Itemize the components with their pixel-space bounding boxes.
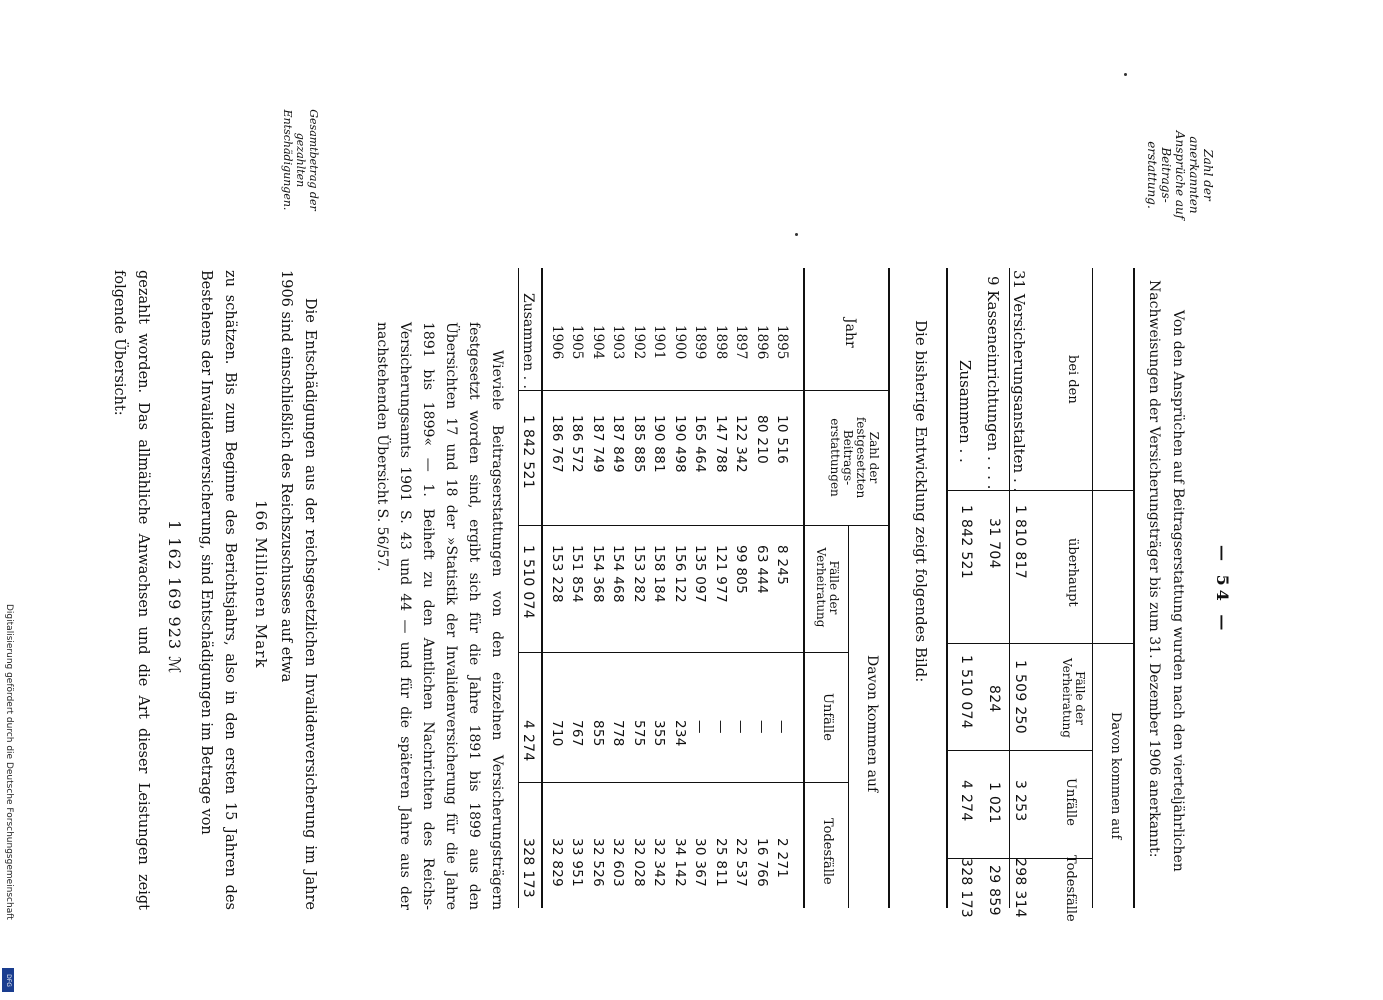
t2-cell-total: 186 767 — [548, 415, 565, 473]
t2-cell-total: 165 464 — [692, 415, 708, 473]
t2-cell-marriage: 63 444 — [753, 545, 770, 595]
t2-cell-deaths: 32 526 — [589, 838, 606, 888]
t1-sum-label: Zusammen . . — [956, 360, 974, 463]
t2-cell-accidents: — — [712, 720, 729, 734]
t2-cell-total: 10 516 — [774, 415, 790, 465]
intro-paragraph: Von den Ansprüchen auf Beitragserstattung wurden nach den vierteljährlichen Nachweisungen der Versicherungsträger bis zum 31. Dezember 1906 anerkannt: — [1146, 280, 1186, 872]
t1-header-accidents: Unfälle — [1063, 778, 1078, 826]
t2-cell-year: 1901 — [651, 325, 667, 360]
amount-total-payments: 1 162 169 923 ℳ — [165, 520, 184, 675]
margin-note-refunds: Zahl der anerkannten Ansprüche auf Beitrags-erstattung. — [1145, 130, 1215, 220]
amount-166-million: 166 Millionen Mark — [252, 500, 270, 669]
page-number: — 54 — — [1213, 545, 1232, 635]
t2-cell-deaths: 32 342 — [651, 838, 667, 888]
t2-cell-marriage: 153 228 — [548, 545, 565, 603]
t2-cell-accidents: 855 — [589, 720, 606, 747]
t2-cell-marriage: 154 468 — [610, 545, 626, 603]
t1-sum-deaths: 328 173 — [958, 858, 974, 918]
t2-cell-accidents: 234 — [671, 720, 688, 747]
paragraph-overview: gezahlt worden. Das allmähliche Anwachsen und die Art dieser Leistungen zeigt folgende Übersicht: — [111, 270, 151, 910]
t2-cell-year: 1904 — [589, 325, 606, 360]
t2-cell-year: 1897 — [733, 325, 749, 360]
t2-cell-marriage: 158 184 — [651, 545, 667, 603]
t2-cell-total: 80 210 — [753, 415, 770, 465]
t2-header-year: Jahr — [842, 318, 858, 348]
t1-row2-accidents: 1 021 — [986, 782, 1002, 824]
t1-row1-label: 31 Versicherungsanstalten . . — [1010, 270, 1028, 493]
t2-cell-deaths: 33 951 — [569, 838, 585, 888]
table-2-caption: Die bisherige Entwicklung zeigt folgendes Bild: — [912, 320, 930, 683]
t2-sum-label: Zusammen . . — [520, 293, 536, 389]
t1-row1-total: 1 810 817 — [1012, 505, 1028, 579]
t2-cell-accidents: 575 — [630, 720, 647, 747]
t2-sum-deaths: 328 173 — [520, 838, 536, 898]
t1-header-bei-den: bei den — [1065, 355, 1080, 404]
t2-cell-accidents: — — [692, 720, 708, 734]
t1-sum-accidents: 4 274 — [958, 780, 974, 822]
t1-row1-deaths: 298 314 — [1012, 858, 1028, 918]
t2-cell-marriage: 156 122 — [671, 545, 688, 603]
t1-header-deaths: Todesfälle — [1063, 855, 1078, 922]
t2-cell-accidents: 767 — [569, 720, 585, 747]
t2-cell-marriage: 151 854 — [569, 545, 585, 603]
t1-header-marriage: Fälle der Verheiratung — [1060, 658, 1087, 738]
t2-cell-total: 187 849 — [610, 415, 626, 473]
t2-cell-year: 1905 — [569, 325, 585, 360]
t2-cell-deaths: 25 811 — [712, 838, 729, 888]
t2-cell-total: 190 881 — [651, 415, 667, 473]
t1-sum-marriage: 1 510 074 — [958, 655, 974, 729]
t2-cell-marriage: 154 368 — [589, 545, 606, 603]
t2-cell-deaths: 30 367 — [692, 838, 708, 888]
t2-cell-marriage: 135 097 — [692, 545, 708, 603]
t2-header-davon: Davon kommen auf — [864, 655, 880, 793]
t1-row2-label: 9 Kasseneinrichtungen . . . . — [984, 276, 1002, 490]
t2-cell-year: 1903 — [610, 325, 626, 360]
t2-cell-total: 187 749 — [589, 415, 606, 473]
t2-cell-year: 1902 — [630, 325, 647, 360]
digitization-credit: Digitalisierung gefördert durch die Deutsche Forschungsgemeinschaft — [4, 604, 14, 920]
t2-cell-marriage: 121 977 — [712, 545, 729, 603]
t1-row2-deaths: 29 859 — [986, 865, 1002, 916]
t2-cell-deaths: 32 829 — [548, 838, 565, 888]
t1-header-total: überhaupt — [1065, 538, 1080, 607]
scan-speck — [1124, 73, 1127, 76]
t2-cell-deaths: 34 142 — [671, 838, 688, 888]
t2-cell-year: 1906 — [548, 325, 565, 360]
t2-sum-marriage: 1 510 074 — [520, 545, 536, 619]
t2-cell-accidents: 355 — [651, 720, 667, 747]
margin-note-payments: Gesamtbetrag der gezahlten Entschädigungen. — [281, 109, 320, 211]
t2-cell-marriage: 99 805 — [733, 545, 749, 595]
t2-cell-accidents: 778 — [610, 720, 626, 747]
t1-row1-accidents: 3 253 — [1012, 780, 1028, 822]
t2-cell-total: 190 498 — [671, 415, 688, 473]
t2-header-accidents: Unfälle — [820, 693, 835, 741]
t2-cell-accidents: 710 — [548, 720, 565, 747]
t2-cell-total: 122 342 — [733, 415, 749, 473]
t2-cell-accidents: — — [733, 720, 749, 734]
t2-header-deaths: Todesfälle — [820, 818, 835, 885]
paragraph-payments-total: zu schätzen. Bis zum Beginne des Berichtsjahrs, also in den ersten 15 Jahren des Bestehens der Invalidenversicherung, sind Entschädigungen im Betrage von — [198, 270, 238, 910]
t2-cell-year: 1896 — [753, 325, 770, 360]
t2-header-total: Zahl der festgesetzten Beitrags-erstattungen — [828, 416, 881, 499]
t2-sum-accidents: 4 274 — [520, 720, 536, 762]
t2-cell-deaths: 2 271 — [774, 838, 790, 879]
t2-cell-year: 1895 — [774, 325, 790, 360]
t2-cell-total: 147 788 — [712, 415, 729, 473]
t1-row2-marriage: 824 — [986, 685, 1002, 713]
t2-cell-accidents: — — [774, 720, 790, 734]
scan-speck — [795, 233, 798, 236]
dfg-logo: DFG — [2, 968, 14, 992]
t1-row1-marriage: 1 509 250 — [1012, 660, 1028, 734]
t2-header-marriage: Fälle der Verheiratung — [814, 547, 841, 628]
t2-sum-total: 1 842 521 — [520, 415, 536, 489]
t1-row2-total: 31 704 — [986, 518, 1002, 569]
t2-cell-deaths: 16 766 — [753, 838, 770, 888]
t2-cell-accidents: — — [753, 720, 770, 734]
t2-cell-deaths: 32 603 — [610, 838, 626, 888]
t2-cell-deaths: 22 537 — [733, 838, 749, 888]
paragraph-payments-1906: Die Entschädigungen aus der reichsgesetzlichen Invalidenversicherung im Jahre 1906 sind einschließlich des Reichszuschusses auf etwa — [278, 270, 318, 910]
paragraph-refunds-by-carrier: Wieviele Beitragserstattungen von den einzelnen Versicherungsträgern festgesetzt worden sind, ergibt sich für die Jahre 1891 bis 1899 aus den Übersichten 17 und 18 der »Statistik der Invalidenversicherung für die Jahre 1891 bis 1899« — 1. Beiheft zu den Amtlichen Nachrichten des Reichs-Versicherungsamts 1901 S. 43 und 44 — und für die späteren Jahre aus der nachstehenden Übersicht S. 56/57. — [374, 322, 505, 910]
t2-cell-total: 186 572 — [569, 415, 585, 473]
t2-cell-year: 1898 — [712, 325, 729, 360]
t2-cell-year: 1900 — [671, 325, 688, 360]
t1-sum-total: 1 842 521 — [958, 505, 974, 579]
t2-cell-marriage: 153 282 — [630, 545, 647, 603]
t2-cell-deaths: 32 028 — [630, 838, 647, 888]
t2-cell-marriage: 8 245 — [774, 545, 790, 586]
t1-header-davon: Davon kommen auf — [1108, 712, 1123, 840]
t2-cell-total: 185 885 — [630, 415, 647, 473]
t2-cell-year: 1899 — [692, 325, 708, 360]
